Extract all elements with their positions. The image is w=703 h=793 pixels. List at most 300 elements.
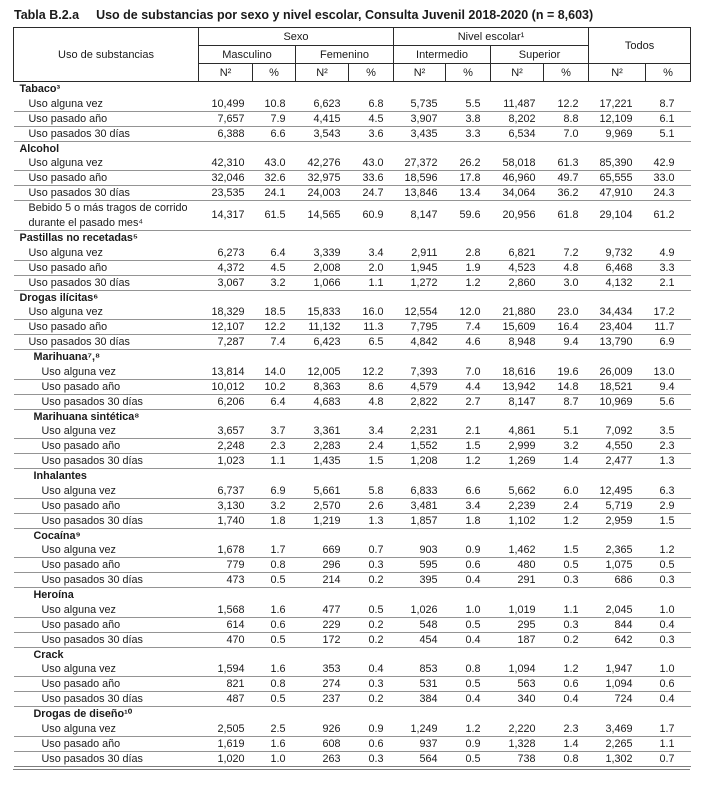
n-value: 6,423 (296, 335, 349, 350)
pct-value: 1.0 (646, 662, 691, 677)
n-value: 12,495 (589, 484, 646, 499)
n-value: 5,735 (394, 97, 446, 112)
pct-value: 10.2 (253, 379, 296, 394)
pct-value: 0.2 (349, 573, 394, 588)
pct-value: 6.8 (349, 97, 394, 112)
pct-value: 0.6 (349, 736, 394, 751)
n-value: 1,094 (491, 662, 544, 677)
section-row (14, 469, 691, 484)
n-value: 274 (296, 677, 349, 692)
header-col-masculino: Masculino (199, 46, 296, 64)
pct-value: 1.3 (646, 454, 691, 469)
section-label: Inhalantes (33, 470, 87, 483)
n-value: 1,249 (394, 722, 446, 737)
n-value: 3,067 (199, 275, 253, 290)
n-value: 237 (296, 692, 349, 707)
row-label: Uso pasados 30 días (14, 275, 199, 290)
n-value: 669 (296, 543, 349, 558)
pct-value: 7.0 (544, 126, 589, 141)
n-value: 4,683 (296, 394, 349, 409)
pct-value: 1.4 (544, 736, 589, 751)
row-label: Uso alguna vez (14, 662, 199, 677)
table-row (14, 424, 691, 439)
section-row (14, 82, 691, 97)
row-label: Uso pasados 30 días (14, 335, 199, 350)
n-value: 6,206 (199, 394, 253, 409)
n-value: 2,822 (394, 394, 446, 409)
table-row (14, 603, 691, 618)
table-title-number: Tabla B.2.a (14, 8, 80, 22)
header-substance-col: Uso de substancias (14, 28, 199, 82)
pct-value: 42.9 (646, 156, 691, 171)
table-row (14, 722, 691, 737)
pct-value: 4.8 (544, 260, 589, 275)
row-label: Uso pasado año (14, 558, 199, 573)
n-value: 187 (491, 632, 544, 647)
n-value: 1,619 (199, 736, 253, 751)
n-value: 27,372 (394, 156, 446, 171)
pct-value: 1.6 (253, 736, 296, 751)
n-value: 14,317 (199, 201, 253, 231)
pct-value: 1.1 (646, 736, 691, 751)
n-value: 2,231 (394, 424, 446, 439)
table-row (14, 365, 691, 380)
pct-value: 14.0 (253, 365, 296, 380)
row-label: Uso alguna vez (14, 484, 199, 499)
n-value: 477 (296, 603, 349, 618)
pct-value: 17.8 (446, 171, 491, 186)
n-value: 1,857 (394, 513, 446, 528)
row-label: Uso pasado año (14, 171, 199, 186)
section-label: Tabaco³ (19, 83, 61, 96)
pct-value: 2.1 (646, 275, 691, 290)
pct-value: 3.3 (446, 126, 491, 141)
pct-value: 6.3 (646, 484, 691, 499)
table-header (14, 28, 691, 82)
table-row (14, 498, 691, 513)
pct-value: 12.2 (349, 365, 394, 380)
pct-value: 0.5 (446, 677, 491, 692)
section-label: Alcohol (19, 142, 60, 155)
pct-value: 6.4 (253, 246, 296, 261)
header-pct-label: % (446, 64, 491, 82)
header-col-superior: Superior (491, 46, 589, 64)
n-value: 7,092 (589, 424, 646, 439)
n-value: 3,469 (589, 722, 646, 737)
pct-value: 32.6 (253, 171, 296, 186)
n-value: 29,104 (589, 201, 646, 231)
pct-value: 1.6 (253, 603, 296, 618)
pct-value: 0.3 (349, 751, 394, 766)
pct-value: 6.9 (646, 335, 691, 350)
pct-value: 61.5 (253, 201, 296, 231)
n-value: 2,239 (491, 498, 544, 513)
pct-value: 0.3 (544, 573, 589, 588)
pct-value: 1.5 (544, 543, 589, 558)
n-value: 1,435 (296, 454, 349, 469)
n-value: 296 (296, 558, 349, 573)
pct-value: 1.0 (646, 603, 691, 618)
table-body (14, 82, 691, 767)
pct-value: 43.0 (349, 156, 394, 171)
n-value: 214 (296, 573, 349, 588)
pct-value: 0.2 (349, 617, 394, 632)
n-value: 46,960 (491, 171, 544, 186)
n-value: 3,481 (394, 498, 446, 513)
n-value: 3,657 (199, 424, 253, 439)
n-value: 7,795 (394, 320, 446, 335)
table-row (14, 156, 691, 171)
pct-value: 0.5 (253, 692, 296, 707)
n-value: 1,208 (394, 454, 446, 469)
pct-value: 12.0 (446, 305, 491, 320)
table-row (14, 662, 691, 677)
header-n-label: N² (589, 64, 646, 82)
pct-value: 0.9 (446, 736, 491, 751)
table-row (14, 379, 691, 394)
row-label: Uso pasados 30 días (14, 751, 199, 766)
pct-value: 0.7 (349, 543, 394, 558)
table-row (14, 335, 691, 350)
pct-value: 1.8 (446, 513, 491, 528)
pct-value: 3.4 (349, 424, 394, 439)
pct-value: 0.2 (349, 692, 394, 707)
n-value: 2,365 (589, 543, 646, 558)
pct-value: 0.3 (349, 677, 394, 692)
pct-value: 3.7 (253, 424, 296, 439)
pct-value: 2.7 (446, 394, 491, 409)
n-value: 295 (491, 617, 544, 632)
pct-value: 3.2 (253, 275, 296, 290)
pct-value: 0.5 (446, 751, 491, 766)
header-pct-label: % (253, 64, 296, 82)
n-value: 172 (296, 632, 349, 647)
n-value: 353 (296, 662, 349, 677)
n-value: 15,833 (296, 305, 349, 320)
header-group-sexo: Sexo (199, 28, 394, 46)
n-value: 686 (589, 573, 646, 588)
n-value: 1,462 (491, 543, 544, 558)
n-value: 853 (394, 662, 446, 677)
pct-value: 5.6 (646, 394, 691, 409)
pct-value: 24.3 (646, 186, 691, 201)
pct-value: 0.6 (646, 677, 691, 692)
row-label: Uso alguna vez (14, 156, 199, 171)
pct-value: 7.4 (446, 320, 491, 335)
pct-value: 0.8 (446, 662, 491, 677)
pct-value: 0.4 (646, 617, 691, 632)
header-pct-label: % (646, 64, 691, 82)
row-label: Uso pasados 30 días (14, 186, 199, 201)
section-row (14, 528, 691, 543)
pct-value: 11.7 (646, 320, 691, 335)
table-row (14, 558, 691, 573)
pct-value: 6.5 (349, 335, 394, 350)
pct-value: 59.6 (446, 201, 491, 231)
pct-value: 6.9 (253, 484, 296, 499)
pct-value: 13.4 (446, 186, 491, 201)
n-value: 1,328 (491, 736, 544, 751)
n-value: 32,046 (199, 171, 253, 186)
table-title-text: Uso de substancias por sexo y nivel escolar, Consulta Juvenil 2018-2020 (n = 8,603) (96, 8, 594, 22)
pct-value: 1.7 (646, 722, 691, 737)
pct-value: 2.8 (446, 246, 491, 261)
section-row (14, 409, 691, 424)
n-value: 291 (491, 573, 544, 588)
section-label: Heroína (33, 589, 74, 602)
n-value: 34,434 (589, 305, 646, 320)
pct-value: 5.1 (544, 424, 589, 439)
pct-value: 61.3 (544, 156, 589, 171)
n-value: 1,075 (589, 558, 646, 573)
n-value: 642 (589, 632, 646, 647)
pct-value: 2.0 (349, 260, 394, 275)
n-value: 10,499 (199, 97, 253, 112)
pct-value: 1.7 (253, 543, 296, 558)
section-row (14, 290, 691, 305)
n-value: 487 (199, 692, 253, 707)
n-value: 821 (199, 677, 253, 692)
pct-value: 1.3 (349, 513, 394, 528)
pct-value: 9.4 (544, 335, 589, 350)
pct-value: 0.5 (446, 617, 491, 632)
section-label: Crack (33, 648, 64, 661)
pct-value: 16.4 (544, 320, 589, 335)
n-value: 6,737 (199, 484, 253, 499)
n-value: 779 (199, 558, 253, 573)
n-value: 7,393 (394, 365, 446, 380)
pct-value: 0.5 (253, 573, 296, 588)
table-row (14, 126, 691, 141)
row-label: Uso pasado año (14, 439, 199, 454)
pct-value: 8.8 (544, 111, 589, 126)
n-value: 937 (394, 736, 446, 751)
section-label: Cocaína⁹ (33, 529, 81, 542)
n-value: 8,363 (296, 379, 349, 394)
table-row (14, 320, 691, 335)
n-value: 6,623 (296, 97, 349, 112)
pct-value: 61.8 (544, 201, 589, 231)
pct-value: 17.2 (646, 305, 691, 320)
pct-value: 43.0 (253, 156, 296, 171)
pct-value: 2.4 (544, 498, 589, 513)
section-row (14, 231, 691, 246)
pct-value: 49.7 (544, 171, 589, 186)
pct-value: 60.9 (349, 201, 394, 231)
pct-value: 2.1 (446, 424, 491, 439)
n-value: 903 (394, 543, 446, 558)
table-bottom-rule (13, 769, 690, 770)
n-value: 65,555 (589, 171, 646, 186)
pct-value: 3.0 (544, 275, 589, 290)
header-col-femenino: Femenino (296, 46, 394, 64)
pct-value: 1.9 (446, 260, 491, 275)
pct-value: 0.8 (544, 751, 589, 766)
pct-value: 1.2 (446, 454, 491, 469)
pct-value: 1.2 (544, 662, 589, 677)
n-value: 1,594 (199, 662, 253, 677)
section-label: Pastillas no recetadas⁵ (19, 232, 138, 245)
n-value: 18,329 (199, 305, 253, 320)
pct-value: 4.8 (349, 394, 394, 409)
n-value: 26,009 (589, 365, 646, 380)
header-col-intermedio: Intermedio (394, 46, 491, 64)
n-value: 2,220 (491, 722, 544, 737)
pct-value: 6.1 (646, 111, 691, 126)
pct-value: 0.9 (446, 543, 491, 558)
table-title (14, 8, 690, 22)
pct-value: 1.5 (446, 439, 491, 454)
n-value: 6,821 (491, 246, 544, 261)
pct-value: 1.0 (446, 603, 491, 618)
n-value: 1,568 (199, 603, 253, 618)
header-n-label: N² (394, 64, 446, 82)
n-value: 7,287 (199, 335, 253, 350)
table-row (14, 736, 691, 751)
n-value: 614 (199, 617, 253, 632)
n-value: 6,273 (199, 246, 253, 261)
header-n-label: N² (296, 64, 349, 82)
pct-value: 12.2 (544, 97, 589, 112)
row-label: Uso pasados 30 días (14, 692, 199, 707)
row-label: Bebido 5 o más tragos de corrido durante el pasado mes⁴ (14, 201, 199, 231)
pct-value: 1.1 (544, 603, 589, 618)
pct-value: 1.6 (253, 662, 296, 677)
n-value: 724 (589, 692, 646, 707)
n-value: 13,942 (491, 379, 544, 394)
n-value: 229 (296, 617, 349, 632)
header-row-groups (14, 28, 691, 46)
pct-value: 0.5 (253, 632, 296, 647)
n-value: 9,969 (589, 126, 646, 141)
pct-value: 2.3 (646, 439, 691, 454)
pct-value: 0.2 (544, 632, 589, 647)
pct-value: 1.2 (544, 513, 589, 528)
pct-value: 24.7 (349, 186, 394, 201)
pct-value: 0.3 (646, 632, 691, 647)
header-n-label: N² (491, 64, 544, 82)
n-value: 20,956 (491, 201, 544, 231)
n-value: 8,147 (394, 201, 446, 231)
n-value: 340 (491, 692, 544, 707)
n-value: 480 (491, 558, 544, 573)
row-label: Uso alguna vez (14, 365, 199, 380)
n-value: 4,415 (296, 111, 349, 126)
row-label: Uso pasado año (14, 498, 199, 513)
n-value: 1,023 (199, 454, 253, 469)
pct-value: 5.1 (646, 126, 691, 141)
n-value: 3,543 (296, 126, 349, 141)
pct-value: 7.0 (446, 365, 491, 380)
n-value: 8,147 (491, 394, 544, 409)
row-label: Uso alguna vez (14, 603, 199, 618)
pct-value: 0.4 (544, 692, 589, 707)
n-value: 1,947 (589, 662, 646, 677)
row-label: Uso pasado año (14, 320, 199, 335)
n-value: 4,579 (394, 379, 446, 394)
row-label: Uso pasados 30 días (14, 632, 199, 647)
pct-value: 0.5 (544, 558, 589, 573)
pct-value: 4.6 (446, 335, 491, 350)
n-value: 4,842 (394, 335, 446, 350)
pct-value: 2.4 (349, 439, 394, 454)
pct-value: 0.4 (446, 632, 491, 647)
n-value: 6,388 (199, 126, 253, 141)
pct-value: 16.0 (349, 305, 394, 320)
section-label: Marihuana sintética⁸ (33, 410, 140, 423)
n-value: 548 (394, 617, 446, 632)
n-value: 3,361 (296, 424, 349, 439)
row-label: Uso pasado año (14, 379, 199, 394)
pct-value: 13.0 (646, 365, 691, 380)
pct-value: 6.0 (544, 484, 589, 499)
n-value: 1,552 (394, 439, 446, 454)
n-value: 2,248 (199, 439, 253, 454)
pct-value: 8.6 (349, 379, 394, 394)
table-row (14, 632, 691, 647)
row-label: Uso alguna vez (14, 246, 199, 261)
n-value: 844 (589, 617, 646, 632)
row-label: Uso pasado año (14, 617, 199, 632)
n-value: 1,269 (491, 454, 544, 469)
pct-value: 0.4 (446, 692, 491, 707)
table-row (14, 246, 691, 261)
n-value: 24,003 (296, 186, 349, 201)
section-label: Drogas de diseño¹⁰ (33, 708, 133, 721)
pct-value: 3.5 (646, 424, 691, 439)
table-row (14, 201, 691, 231)
n-value: 2,911 (394, 246, 446, 261)
table-row (14, 573, 691, 588)
n-value: 1,020 (199, 751, 253, 766)
n-value: 2,570 (296, 498, 349, 513)
n-value: 1,026 (394, 603, 446, 618)
pct-value: 26.2 (446, 156, 491, 171)
n-value: 2,999 (491, 439, 544, 454)
n-value: 608 (296, 736, 349, 751)
row-label: Uso alguna vez (14, 722, 199, 737)
pct-value: 1.2 (446, 722, 491, 737)
n-value: 926 (296, 722, 349, 737)
pct-value: 3.8 (446, 111, 491, 126)
pct-value: 3.2 (253, 498, 296, 513)
pct-value: 8.7 (646, 97, 691, 112)
table-row (14, 186, 691, 201)
pct-value: 0.8 (253, 677, 296, 692)
n-value: 1,740 (199, 513, 253, 528)
pct-value: 0.4 (446, 573, 491, 588)
pct-value: 19.6 (544, 365, 589, 380)
pct-value: 4.5 (253, 260, 296, 275)
row-label: Uso alguna vez (14, 305, 199, 320)
pct-value: 4.9 (646, 246, 691, 261)
pct-value: 1.1 (253, 454, 296, 469)
pct-value: 12.2 (253, 320, 296, 335)
pct-value: 0.6 (544, 677, 589, 692)
n-value: 9,732 (589, 246, 646, 261)
table-row (14, 454, 691, 469)
n-value: 2,008 (296, 260, 349, 275)
row-label: Uso pasado año (14, 677, 199, 692)
pct-value: 3.4 (349, 246, 394, 261)
n-value: 2,045 (589, 603, 646, 618)
n-value: 7,657 (199, 111, 253, 126)
n-value: 5,719 (589, 498, 646, 513)
row-label: Uso pasado año (14, 111, 199, 126)
row-label: Uso alguna vez (14, 424, 199, 439)
n-value: 4,523 (491, 260, 544, 275)
row-label: Uso alguna vez (14, 543, 199, 558)
